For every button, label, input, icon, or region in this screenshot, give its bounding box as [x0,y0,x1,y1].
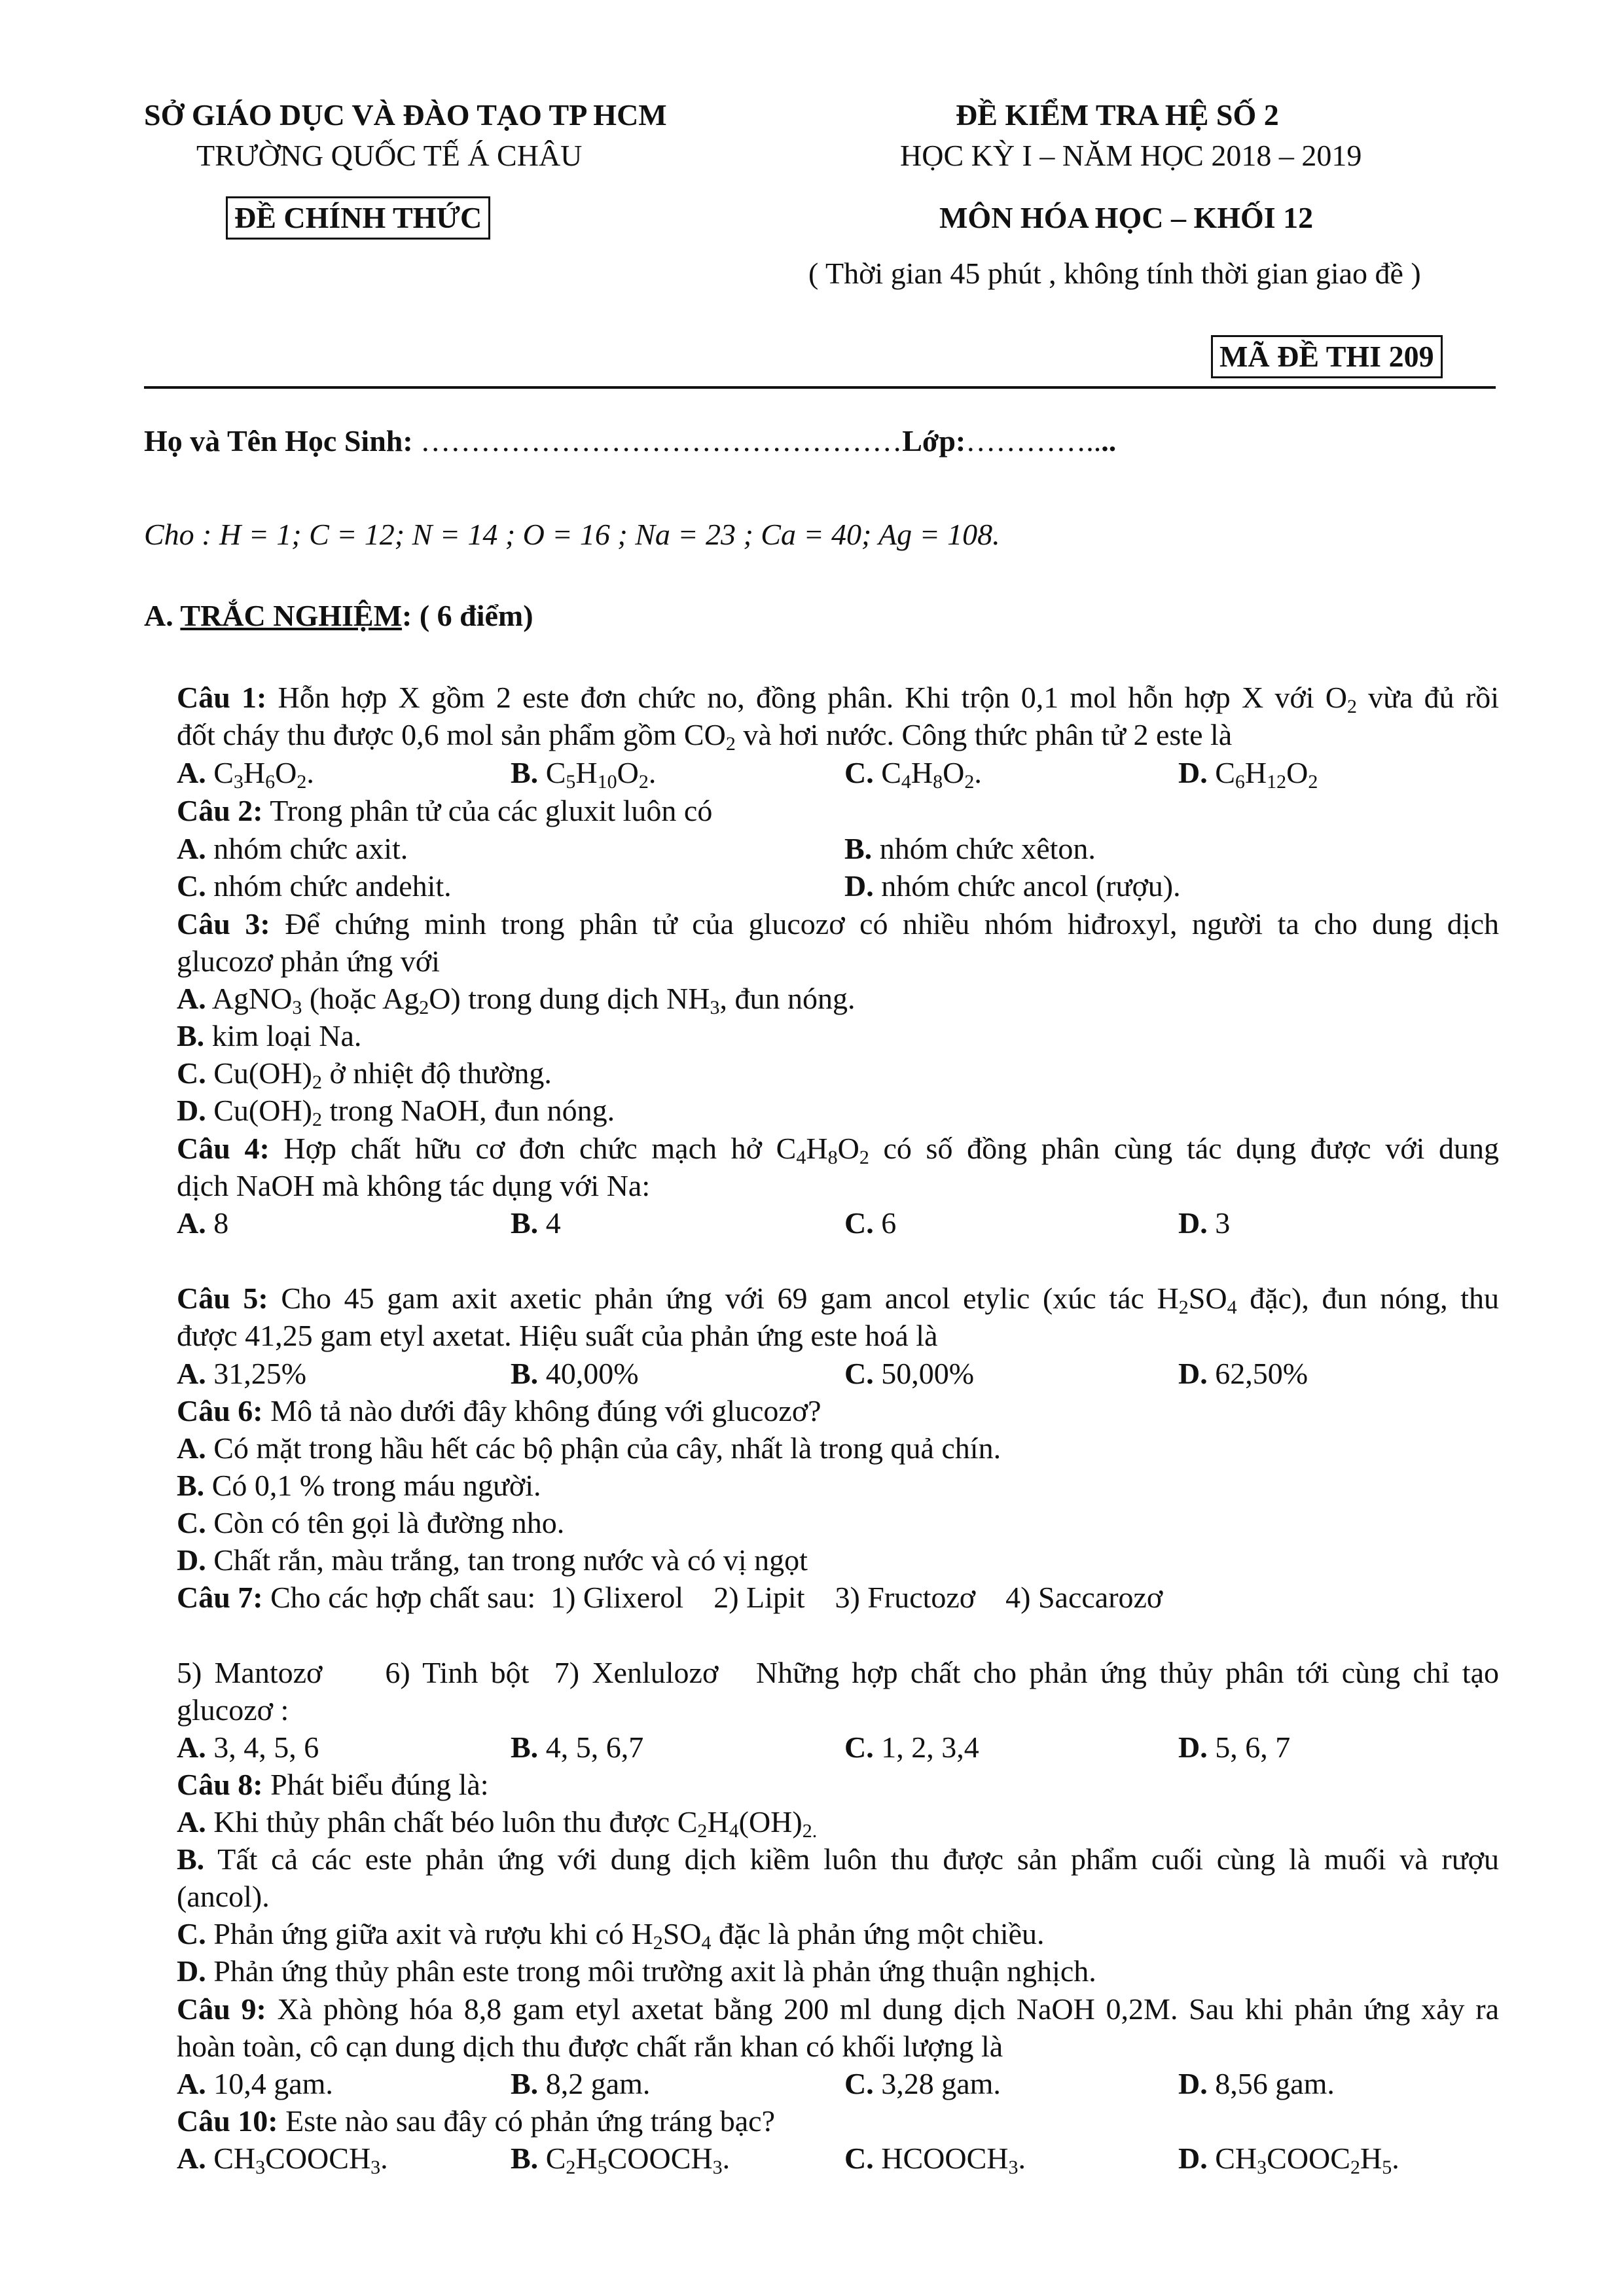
section-a-title: TRẮC NGHIỆM [180,599,403,632]
question-2-text: Trong phân tử của các gluxit luôn có [262,794,713,827]
q7-option-d[interactable] [1178,1729,1290,1766]
formula-part: C [545,756,566,789]
q1-text-a: Hỗn hợp X gồm 2 este đơn chức no, đồng phân. Khi trộn 0,1 mol hỗn hợp X với O [266,681,1347,714]
formula-sub: 2. [802,1820,818,1842]
formula-sub: 3 [292,997,302,1018]
section-a-points: : ( 6 điểm) [402,599,533,632]
question-9-text: Xà phòng hóa 8,8 gam etyl axetat bằng 200 ml dung dịch NaOH 0,2M. Sau khi phản ứng xảy ra [266,1992,1499,2026]
q10-option-d[interactable] [1178,2140,1399,2177]
question-10-label: Câu 10: [177,2104,278,2138]
question-9-label: Câu 9: [177,1992,266,2026]
section-a-heading [144,597,533,634]
q4-option-b[interactable] [511,1204,561,1242]
question-4-text: Hợp chất hữu cơ đơn chức mạch hở C [269,1132,797,1165]
formula-part: O [943,756,965,789]
formula-sub: 5 [566,771,576,793]
q3-option-c[interactable] [177,1054,552,1092]
option-letter: B. [511,1357,539,1390]
option-letter: D. [1178,1357,1208,1390]
formula-sub: 8 [827,1147,838,1168]
q8-option-c[interactable] [177,1915,1045,1952]
option-text: 62,50% [1207,1357,1308,1390]
formula-part: C [1215,756,1235,789]
q4-option-d[interactable] [1178,1204,1230,1242]
formula-sub: 2 [419,997,429,1018]
option-letter: C. [844,2142,874,2175]
option-text: nhóm chức andehit. [206,869,452,903]
option-text: 6 [873,1206,897,1240]
option-text: Có mặt trong hầu hết các bộ phận của cây, nhất là trong quả chín. [206,1431,1001,1465]
formula-sub: 2 [653,1932,663,1954]
option-letter: D. [1178,2067,1208,2100]
q5-option-b[interactable] [511,1355,639,1392]
formula-part: . [306,756,314,789]
option-text: Có 0,1 % trong máu người. [204,1469,541,1502]
exam-duration: ( Thời gian 45 phút , không tính thời gian giao đề ) [808,257,1421,290]
q7-option-b[interactable] [511,1729,643,1766]
formula-sub: 2 [1178,1297,1189,1318]
formula-sub: 5 [597,2157,607,2178]
option-letter: A. [177,1206,206,1240]
question-6 [177,1392,821,1429]
formula-part: H [1244,756,1267,789]
formula-sub: 3 [233,771,244,793]
question-4-line1 [177,1130,1499,1167]
formula-part: . [974,756,982,789]
formula-part: COOC [1267,2142,1350,2175]
option-letter: B. [511,756,539,789]
formula-sub: 3 [1008,2157,1019,2178]
formula-part: (OH) [738,1805,803,1839]
question-5-text: đặc), đun nóng, thu [1236,1282,1499,1315]
option-letter: D. [1178,2142,1208,2175]
option-text: 31,25% [206,1357,307,1390]
formula-part: O [1286,756,1308,789]
formula-sub: 4 [1227,1297,1237,1318]
exam-code: MÃ ĐỀ THI 209 [1211,335,1443,378]
formula-part: COOCH [265,2142,371,2175]
option-letter: B. [511,1731,539,1764]
option-text: 3,28 gam. [873,2067,1001,2100]
q10-option-a[interactable] [177,2140,388,2177]
q3-option-d[interactable] [177,1092,615,1129]
formula-sub: 12 [1267,771,1287,793]
option-letter: C. [177,1506,206,1539]
option-letter: D. [177,1954,206,1988]
question-9-line1 [177,1990,1499,2028]
department-name: SỞ GIÁO DỤC VÀ ĐÀO TẠO TP HCM [144,98,667,132]
option-letter: C. [844,1357,874,1390]
option-text: trong NaOH, đun nóng. [322,1094,615,1127]
option-letter: D. [844,869,874,903]
option-letter: D. [1178,756,1208,789]
question-4-line2: dịch NaOH mà không tác dụng với Na: [177,1169,651,1202]
question-5-line2: được 41,25 gam etyl axetat. Hiệu suất của phản ứng este hoá là [177,1319,938,1352]
option-text: 8 [206,1206,229,1240]
option-letter: D. [177,1543,206,1577]
formula-sub: 3 [710,997,720,1018]
formula-sub: 2 [312,1071,322,1093]
option-letter: A. [177,756,206,789]
option-text: 40,00% [538,1357,639,1390]
option-text: 3 [1207,1206,1231,1240]
q10-option-b[interactable] [511,2140,730,2177]
formula-part: H [806,1132,828,1165]
formula-part: . [648,756,657,789]
student-name-label: Họ và Tên Học Sinh: [144,424,421,457]
q9-option-d[interactable] [1178,2065,1335,2102]
question-3-line1 [177,905,1499,942]
q9-option-a[interactable] [177,2065,333,2102]
question-7 [177,1579,1163,1616]
q8-option-b[interactable] [177,1840,1499,1878]
option-letter: C. [177,1056,206,1090]
option-letter: C. [844,2067,874,2100]
option-text: , đun nóng. [719,982,856,1015]
formula-part: SO [662,1917,702,1950]
q9-option-b[interactable] [511,2065,650,2102]
q1-option-d[interactable] [1178,754,1318,791]
formula-part: . [1392,2142,1399,2175]
question-7-text: 5) Mantozơ 6) Tinh bột 7) Xenlulozơ Những hợp chất cho phản ứng thủy phân tới cùng chỉ tạo [177,1656,1499,1689]
formula-sub: 4 [796,1147,806,1168]
option-letter: A. [177,1357,206,1390]
question-6-label: Câu 6: [177,1394,263,1427]
formula-part: HCOOCH [873,2142,1009,2175]
question-9-line2: hoàn toàn, cô cạn dung dịch thu được chất rắn khan có khối lượng là [177,2030,1003,2063]
class-suffix: .. [1101,424,1117,457]
class-label: Lớp: [902,424,966,457]
option-letter: A. [177,2067,206,2100]
student-name-field[interactable]: ………………………………………… [420,424,903,457]
formula-sub: 2 [964,771,975,793]
option-text: đặc là phản ứng một chiều. [711,1917,1045,1950]
section-a-prefix: A. [144,599,181,632]
formula-sub: 2 [566,2157,576,2178]
question-8-text: Phát biểu đúng là: [262,1768,489,1801]
formula-part: SO [1188,1282,1227,1315]
formula-part: H [911,756,933,789]
q2-option-b[interactable] [844,830,1096,867]
q2-option-a[interactable] [177,830,408,867]
formula-part: H [243,756,266,789]
q8-option-d[interactable] [177,1952,1096,1990]
formula-sub: 2 [1308,771,1318,793]
option-text: Phản ứng thủy phân este trong môi trường axit là phản ứng thuận nghịch. [206,1954,1096,1988]
question-5-label: Câu 5: [177,1282,268,1315]
question-8 [177,1766,489,1803]
exam-term: HỌC KỲ I – NĂM HỌC 2018 – 2019 [900,139,1362,172]
formula-sub: 4 [901,771,911,793]
option-letter: A. [177,832,206,865]
formula-part: H [707,1805,729,1839]
option-letter: A. [177,2142,206,2175]
formula-sub: 6 [1235,771,1245,793]
formula-part: . [380,2142,388,2175]
q4-option-c[interactable] [844,1204,896,1242]
formula-part: . [1018,2142,1026,2175]
option-text: Còn có tên gọi là đường nho. [206,1506,565,1539]
option-text: kim loại Na. [204,1019,362,1052]
school-name: TRƯỜNG QUỐC TẾ Á CHÂU [196,139,583,172]
option-text: Chất rắn, màu trắng, tan trong nước và có vị ngọt [206,1543,808,1577]
formula-sub: 2 [312,1109,322,1130]
formula-sub: 4 [701,1932,712,1954]
formula-sub: 10 [597,771,617,793]
option-text: Cu(OH) [206,1094,312,1127]
option-letter: A. [177,1805,206,1839]
option-text: 3, 4, 5, 6 [206,1731,319,1764]
option-text: 5, 6, 7 [1207,1731,1291,1764]
header-divider [144,386,1496,389]
q4-option-a[interactable] [177,1204,228,1242]
q5-option-a[interactable] [177,1355,306,1392]
question-2 [177,792,712,829]
option-text: 50,00% [873,1357,975,1390]
q1-line2-sub: 2 [725,733,736,755]
option-letter: A. [177,982,206,1015]
question-1-label: Câu 1: [177,681,267,714]
option-text: 4, 5, 6,7 [538,1731,644,1764]
question-1-line2 [177,716,1232,753]
student-info-line [144,422,1116,459]
option-text: 10,4 gam. [206,2067,333,2100]
q6-option-a[interactable] [177,1429,1001,1467]
option-letter: D. [1178,1731,1208,1764]
q2-option-c[interactable] [177,867,452,905]
option-text: Cu(OH) [206,1056,312,1090]
option-letter: B. [177,1019,205,1052]
question-4-text: có số đồng phân cùng tác dụng được với dung [869,1132,1500,1165]
q7-option-c[interactable] [844,1729,979,1766]
q1-line2-a: đốt cháy thu được 0,6 mol sản phẩm gồm CO [177,718,726,751]
q10-option-c[interactable] [844,2140,1026,2177]
q6-option-c[interactable] [177,1504,564,1541]
formula-sub: 4 [729,1820,739,1842]
exam-subject: MÔN HÓA HỌC – KHỐI 12 [939,201,1314,234]
option-letter: C. [844,1731,874,1764]
option-text: (hoặc Ag [302,982,420,1015]
q1-sub: 2 [1346,696,1357,717]
option-text: ở nhiệt độ thường. [322,1056,552,1090]
q1-option-a[interactable] [177,754,314,791]
option-text: Tất cả các este phản ứng với dung dịch kiềm luôn thu được sản phẩm cuối cùng là muối và rượu [204,1842,1499,1876]
option-letter: A. [177,1431,206,1465]
option-letter: A. [177,1731,206,1764]
formula-part: CH [1207,2142,1257,2175]
option-letter: B. [844,832,873,865]
option-text: 4 [538,1206,561,1240]
formula-sub: 2 [297,771,307,793]
question-6-text: Mô tả nào dưới đây không đúng với glucozơ? [262,1394,821,1427]
formula-part: C [881,756,901,789]
q7-option-a[interactable] [177,1729,319,1766]
option-text: AgNO [206,982,293,1015]
option-letter: D. [1178,1206,1208,1240]
option-letter: B. [511,1206,539,1240]
option-letter: B. [177,1469,205,1502]
option-letter: C. [177,1917,206,1950]
q3-option-a[interactable] [177,980,855,1017]
option-letter: D. [177,1094,206,1127]
option-text: Phản ứng giữa axit và rượu khi có H [206,1917,653,1950]
question-5-line1 [177,1280,1499,1317]
question-7-label: Câu 7: [177,1581,263,1614]
class-field[interactable]: ………….. [965,424,1102,457]
q1-option-c[interactable] [844,754,982,791]
formula-sub: 2 [638,771,649,793]
formula-sub: 3 [370,2157,381,2178]
option-text: O) trong dung dịch NH [429,982,710,1015]
formula-part: COOCH [607,2142,713,2175]
question-7-text: Cho các hợp chất sau: 1) Glixerol 2) Lipit 3) Fructozơ 4) Saccarozơ [262,1581,1163,1614]
option-text: nhóm chức xêton. [872,832,1096,865]
q1-line2-b: và hơi nước. Công thức phân tử 2 este là [735,718,1233,751]
formula-sub: 8 [933,771,943,793]
q6-option-b[interactable] [177,1467,541,1504]
question-4-label: Câu 4: [177,1132,270,1165]
formula-sub: 3 [255,2157,266,2178]
q2-option-d[interactable] [844,867,1181,905]
q8-option-b-line2: (ancol). [177,1880,270,1913]
question-3-label: Câu 3: [177,907,270,941]
given-atomic-masses: Cho : H = 1; C = 12; N = 14 ; O = 16 ; Na = 23 ; Ca = 40; Ag = 108. [144,518,1000,551]
formula-part: C [213,756,234,789]
formula-part: O [837,1132,859,1165]
option-letter: B. [511,2067,539,2100]
formula-part: H [575,2142,598,2175]
formula-part: C [538,2142,566,2175]
formula-part: O [275,756,297,789]
option-letter: B. [177,1842,205,1876]
option-text: 8,56 gam. [1207,2067,1335,2100]
question-7-line2 [177,1654,1499,1691]
q1-text-b: vừa đủ rồi [1356,681,1499,714]
formula-part: O [617,756,639,789]
formula-part: H [575,756,598,789]
question-2-label: Câu 2: [177,794,263,827]
option-letter: C. [844,756,874,789]
formula-sub: 2 [1350,2157,1360,2178]
question-10-text: Este nào sau đây có phản ứng tráng bạc? [278,2104,776,2138]
formula-part: CH [206,2142,256,2175]
option-text: 8,2 gam. [538,2067,651,2100]
formula-sub: 3 [712,2157,723,2178]
q8-option-a[interactable] [177,1803,817,1840]
option-text: Khi thủy phân chất béo luôn thu được C [206,1805,698,1839]
question-1-line1 [177,679,1499,716]
formula-part: . [722,2142,731,2175]
option-text: nhóm chức ancol (rượu). [873,869,1181,903]
q9-option-c[interactable] [844,2065,1001,2102]
formula-sub: 2 [859,1147,869,1168]
option-letter: C. [177,869,206,903]
formula-sub: 2 [697,1820,708,1842]
question-7-line3: glucozơ : [177,1693,289,1727]
q5-option-d[interactable] [1178,1355,1308,1392]
option-text: 1, 2, 3,4 [873,1731,979,1764]
option-letter: C. [844,1206,874,1240]
question-3-text: Để chứng minh trong phân tử của glucozơ có nhiều nhóm hiđroxyl, người ta cho dung dịch [270,907,1500,941]
exam-title: ĐỀ KIỂM TRA HỆ SỐ 2 [956,98,1279,132]
q5-option-c[interactable] [844,1355,974,1392]
q1-option-b[interactable] [511,754,656,791]
formula-sub: 3 [1257,2157,1267,2178]
q3-option-b[interactable] [177,1017,361,1054]
formula-sub: 5 [1382,2157,1392,2178]
question-8-label: Câu 8: [177,1768,263,1801]
formula-part: H [1360,2142,1382,2175]
option-text: nhóm chức axit. [206,832,408,865]
question-10 [177,2102,775,2140]
option-letter: B. [511,2142,539,2175]
question-3-line2: glucozơ phản ứng với [177,944,440,978]
question-5-text: Cho 45 gam axit axetic phản ứng với 69 gam ancol etylic (xúc tác H [268,1282,1179,1315]
official-badge: ĐỀ CHÍNH THỨC [226,196,490,240]
formula-sub: 6 [265,771,276,793]
q6-option-d[interactable] [177,1541,808,1579]
